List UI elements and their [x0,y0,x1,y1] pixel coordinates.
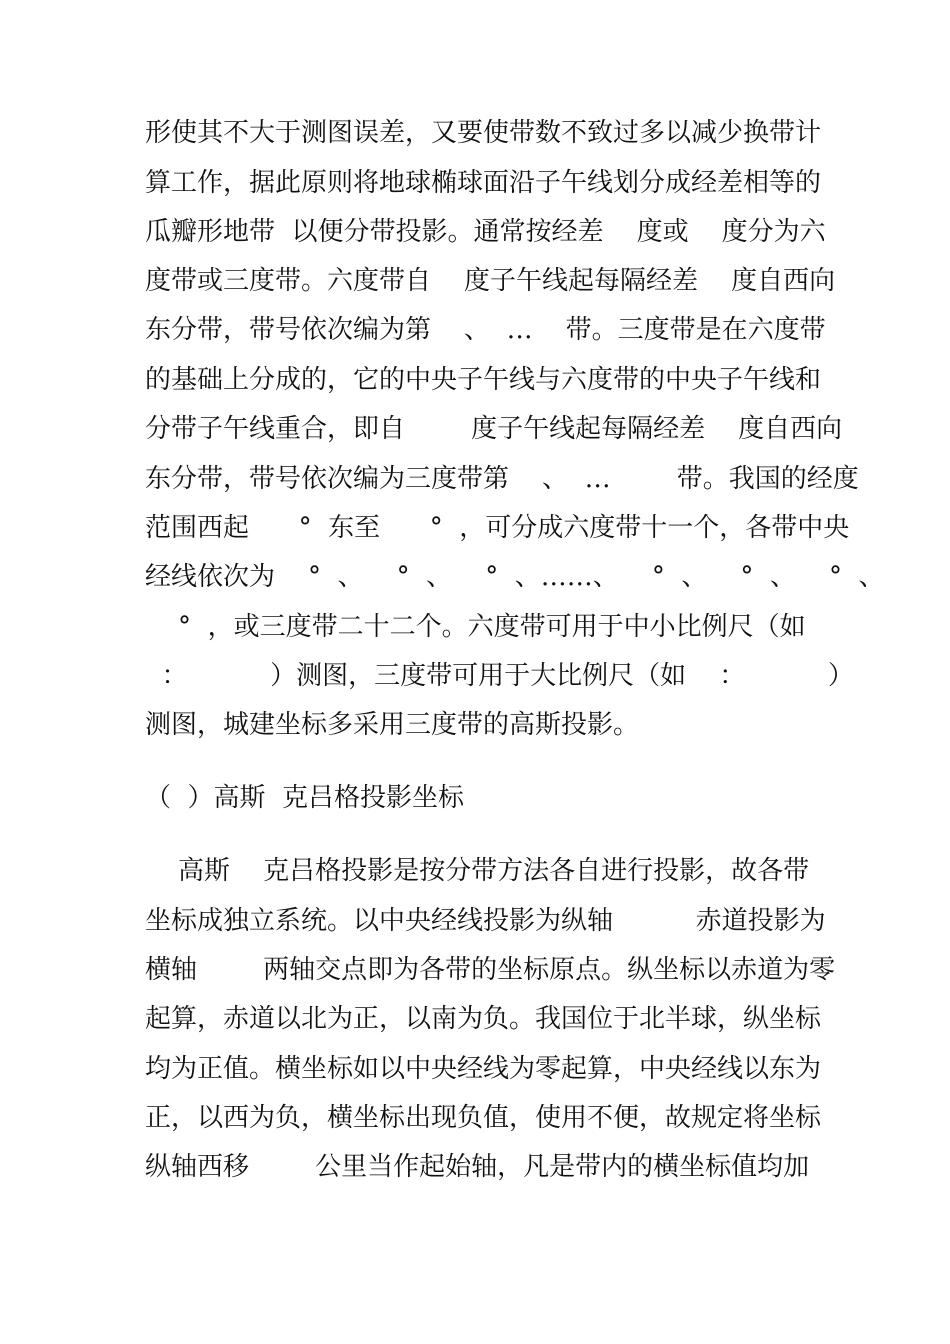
body-text-line: 东分带，带号依次编为第 、 … 带。三度带是在六度带 [145,315,826,345]
body-text-line: 高斯 克吕格投影是按分带方法各自进行投影，故各带 [145,856,810,886]
body-text-line: 度带或三度带。六度带自 度子午线起每隔经差 度自西向 [145,266,836,296]
body-text-line: 起算，赤道以北为正，以南为负。我国位于北半球，纵坐标 [145,1004,822,1034]
body-text-line: 坐标成独立系统。以中央经线投影为纵轴 赤道投影为 [145,906,826,936]
body-text-line: 测图，城建坐标多采用三度带的高斯投影。 [145,710,640,740]
body-text-line: 算工作，据此原则将地球椭球面沿子午线划分成经差相等的 [145,168,822,198]
body-text-line: ： ）测图，三度带可用于大比例尺（如 ： ） [145,661,854,691]
body-text-line: 范围西起 ° 东至 ° ，可分成六度带十一个，各带中央 [145,513,850,543]
body-text-line: 东分带，带号依次编为三度带第 、 … 带。我国的经度 [145,464,859,494]
body-text-line: 经线依次为 ° 、 ° 、 ° 、……、 ° 、 ° 、 ° 、 [145,562,885,592]
body-text-line: 均为正值。横坐标如以中央经线为零起算，中央经线以东为 [145,1054,822,1084]
body-text-line: 的基础上分成的，它的中央子午线与六度带的中央子午线和 [145,365,822,395]
body-text-line: 正，以西为负，横坐标出现负值，使用不便，故规定将坐标 [145,1103,822,1133]
body-text-line: 横轴 两轴交点即为各带的坐标原点。纵坐标以赤道为零 [145,955,836,985]
body-text-line: 瓜瓣形地带 以便分带投影。通常按经差 度或 度分为六 [145,217,826,247]
body-text-line: 分带子午线重合，即自 度子午线起每隔经差 度自西向 [145,414,843,444]
body-text-line: 纵轴西移 公里当作起始轴，凡是带内的横坐标值均加 [145,1152,810,1182]
body-text-line: 形使其不大于测图误差，又要使带数不致过多以减少换带计 [145,118,822,148]
section-heading: （ ）高斯 克吕格投影坐标 [145,783,465,813]
body-text-line: ° ，或三度带二十二个。六度带可用于中小比例尺（如 [145,612,806,642]
